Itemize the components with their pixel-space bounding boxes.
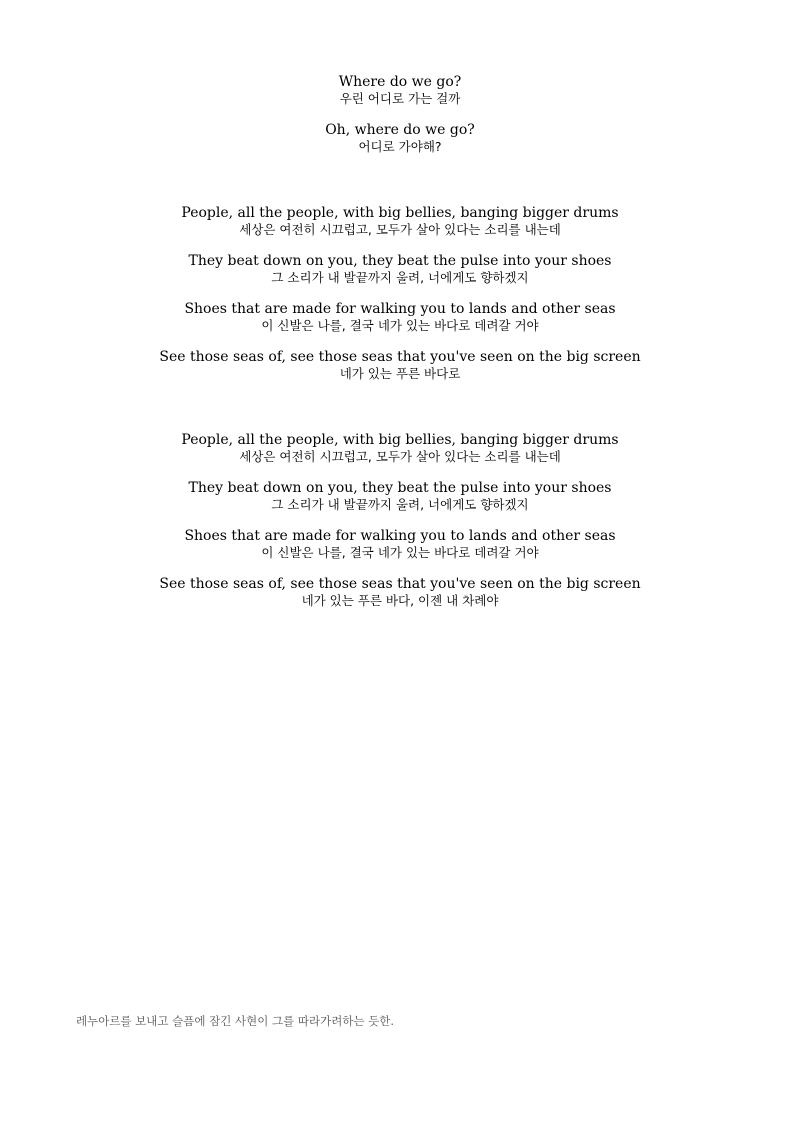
- lyric-pair: [0, 205, 800, 238]
- lyric-pair: [0, 74, 800, 107]
- korean-translation-line: 이 신발은 나를, 결국 네가 있는 바다로 데려갈 거야: [261, 318, 539, 333]
- footnote: 레누아르를 보내고 슬픔에 잠긴 사현이 그를 따라가려하는 듯한.: [76, 1014, 395, 1028]
- korean-translation-line: 네가 있는 푸른 바다, 이젠 내 차례야: [301, 593, 499, 608]
- english-lyric-line: Shoes that are made for walking you to lands and other seas: [184, 301, 616, 317]
- english-lyric-line: Oh, where do we go?: [325, 122, 475, 138]
- english-lyric-line: See those seas of, see those seas that you've seen on the big screen: [159, 576, 641, 592]
- lyric-pair: [0, 528, 800, 561]
- korean-translation-line: 그 소리가 내 발끝까지 울려, 너에게도 향하겠지: [271, 497, 529, 512]
- korean-translation-line: 어디로 가야해?: [358, 139, 442, 154]
- korean-translation-line: 이 신발은 나를, 결국 네가 있는 바다로 데려갈 거야: [261, 545, 539, 560]
- lyrics-body: [0, 74, 800, 609]
- lyric-pair: [0, 480, 800, 513]
- korean-translation-line: 그 소리가 내 발끝까지 울려, 너에게도 향하겠지: [271, 270, 529, 285]
- english-lyric-line: They beat down on you, they beat the pulse into your shoes: [188, 480, 612, 496]
- english-lyric-line: See those seas of, see those seas that you've seen on the big screen: [159, 349, 641, 365]
- korean-translation-line: 우린 어디로 가는 걸까: [339, 91, 461, 106]
- lyric-pair: [0, 301, 800, 334]
- english-lyric-line: People, all the people, with big bellies, banging bigger drums: [181, 205, 619, 221]
- english-lyric-line: Shoes that are made for walking you to lands and other seas: [184, 528, 616, 544]
- english-lyric-line: They beat down on you, they beat the pulse into your shoes: [188, 253, 612, 269]
- korean-translation-line: 세상은 여전히 시끄럽고, 모두가 살아 있다는 소리를 내는데: [239, 222, 561, 237]
- lyric-pair: [0, 253, 800, 286]
- lyric-pair: [0, 349, 800, 382]
- english-lyric-line: People, all the people, with big bellies, banging bigger drums: [181, 432, 619, 448]
- stanza-group-2: [0, 205, 800, 382]
- lyric-pair: [0, 432, 800, 465]
- stanza-group-1: [0, 74, 800, 155]
- stanza-group-3: [0, 432, 800, 609]
- english-lyric-line: Where do we go?: [338, 74, 462, 90]
- korean-translation-line: 네가 있는 푸른 바다로: [339, 366, 461, 381]
- lyric-pair: [0, 576, 800, 609]
- korean-translation-line: 세상은 여전히 시끄럽고, 모두가 살아 있다는 소리를 내는데: [239, 449, 561, 464]
- lyric-pair: [0, 122, 800, 155]
